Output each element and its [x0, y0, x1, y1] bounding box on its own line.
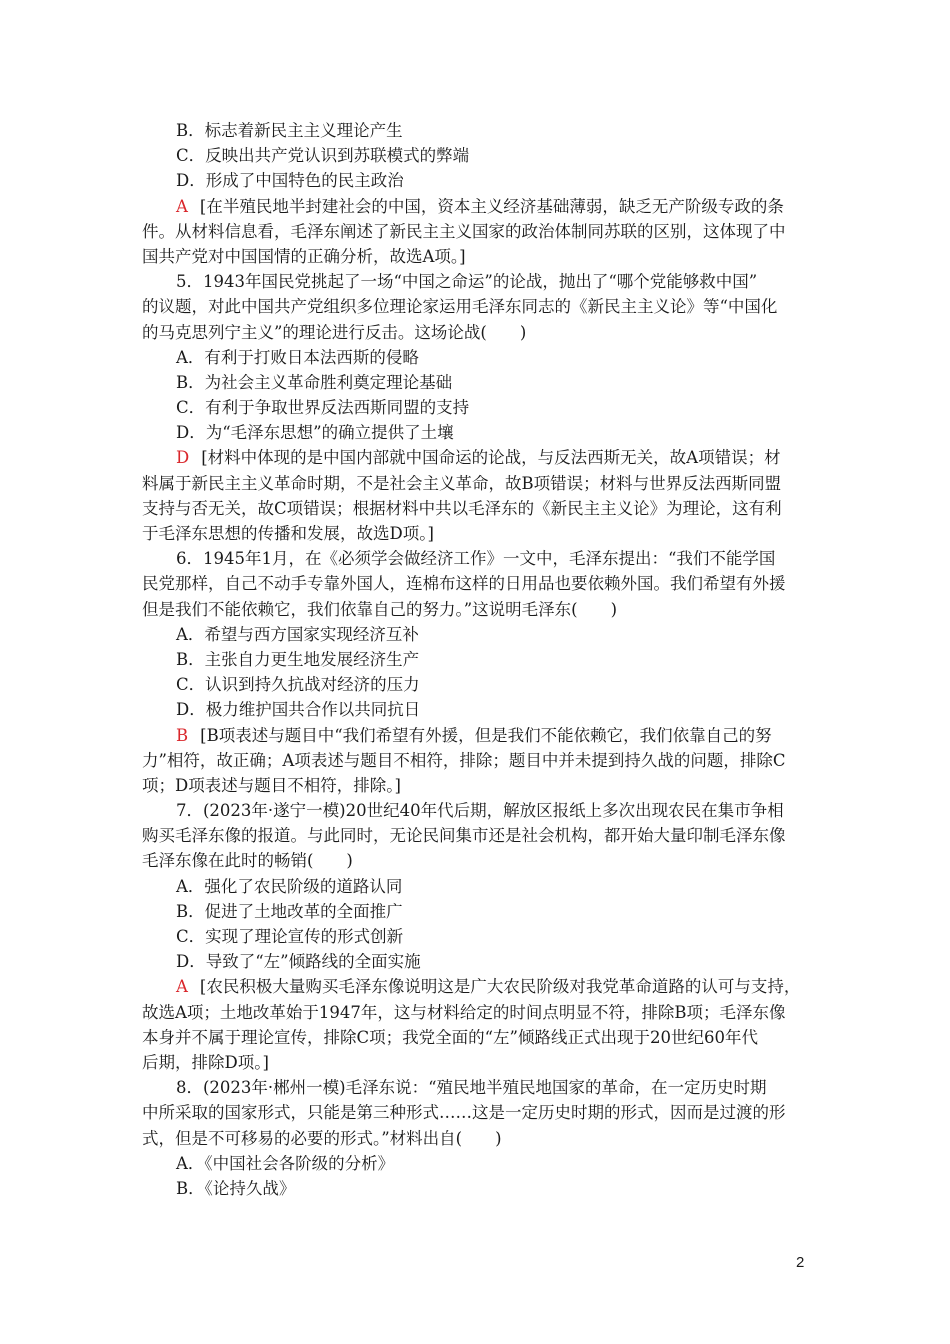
line-text: [材料中体现的是中国内部就中国命运的论战，与反法西斯无关，故A项错误；材	[201, 448, 781, 468]
line-text: 7．(2023年·遂宁一模)20世纪40年代后期，解放区报纸上多次出现农民在集市争相	[176, 801, 784, 821]
text-line	[142, 118, 808, 143]
answer-letter: D	[176, 448, 190, 468]
line-text: A．《中国社会各阶级的分析》	[176, 1153, 395, 1173]
text-line	[142, 773, 808, 798]
text-line	[142, 420, 808, 445]
text-line	[142, 143, 808, 168]
text-line	[142, 345, 808, 370]
text-line	[142, 798, 808, 823]
page-number: 2	[796, 1254, 805, 1271]
line-text: 6．1945年1月，在《必须学会做经济工作》一文中，毛泽东提出：“我们不能学国	[176, 549, 776, 569]
text-line	[142, 949, 808, 974]
text-line	[142, 622, 808, 647]
line-text: 民党那样，自己不动手专靠外国人，连棉布这样的日用品也要依赖外国。我们希望有外援	[142, 574, 786, 594]
text-line	[142, 269, 808, 294]
text-line	[142, 471, 808, 496]
line-text: [农民积极大量购买毛泽东像说明这是广大农民阶级对我党革命道路的认可与支持，	[199, 977, 801, 997]
line-text: 故选A项；土地改革始于1947年，这与材料给定的时间点明显不符，排除B项；毛泽东像	[142, 1002, 786, 1022]
line-text: B．《论持久战》	[176, 1178, 296, 1198]
line-text: D．形成了中国特色的民主政治	[176, 171, 404, 191]
text-line	[142, 370, 808, 395]
text-line	[142, 748, 808, 773]
answer-letter: B	[176, 725, 189, 745]
line-text: 件。从材料信息看，毛泽东阐述了新民主主义国家的政治体制同苏联的区别，这体现了中	[142, 221, 786, 241]
text-line	[142, 1050, 808, 1075]
text-line	[142, 723, 808, 748]
text-line	[142, 899, 808, 924]
line-text: C．实现了理论宣传的形式创新	[176, 927, 404, 946]
line-text: 式，但是不可移易的必要的形式。”材料出自( )	[142, 1128, 502, 1148]
text-line	[142, 546, 808, 571]
text-line	[142, 848, 808, 873]
line-text: B．为社会主义革命胜利奠定理论基础	[176, 372, 453, 392]
text-line	[142, 395, 808, 420]
line-text: A．强化了农民阶级的道路认同	[176, 876, 403, 896]
text-line	[142, 1100, 808, 1125]
line-text: C．有利于争取世界反法西斯同盟的支持	[176, 398, 470, 418]
line-text: 的马克思列宁主义”的理论进行反击。这场论战( )	[142, 322, 527, 342]
text-line	[142, 496, 808, 521]
text-line	[142, 521, 808, 546]
line-text: 料属于新民主主义革命时期，不是社会主义革命，故B项错误；材料与世界反法西斯同盟	[142, 473, 782, 493]
line-text: D．为“毛泽东思想”的确立提供了土壤	[176, 423, 454, 443]
line-text: 8．(2023年·郴州一模)毛泽东说：“殖民地半殖民地国家的革命，在一定历史时期	[176, 1078, 767, 1098]
text-line	[142, 1176, 808, 1201]
line-text: 5．1943年国民党挑起了一场“中国之命运”的论战，抛出了“哪个党能够救中国”	[176, 272, 758, 292]
line-text: D．导致了“左”倾路线的全面实施	[176, 952, 421, 972]
line-text: 毛泽东像在此时的畅销( )	[142, 851, 353, 871]
line-text: 但是我们不能依赖它，我们依靠自己的努力。”这说明毛泽东( )	[142, 599, 618, 619]
line-text: [B项表述与题目中“我们希望有外援，但是我们不能依赖它，我们依靠自己的努	[200, 725, 772, 745]
line-text: [在半殖民地半封建社会的中国，资本主义经济基础薄弱，缺乏无产阶级专政的条	[199, 196, 784, 216]
line-text: C．反映出共产党认识到苏联模式的弊端	[176, 146, 470, 166]
text-line	[142, 168, 808, 193]
line-text: 项；D项表述与题目不相符，排除。]	[142, 775, 401, 795]
text-line	[142, 1025, 808, 1050]
text-line	[142, 647, 808, 672]
line-text: D．极力维护国共合作以共同抗日	[176, 700, 421, 720]
line-text: 支持与否无关，故C项错误；根据材料中共以毛泽东的《新民主主义论》为理论，这有利	[142, 498, 782, 518]
text-line	[142, 219, 808, 244]
text-line	[142, 294, 808, 319]
text-line	[142, 1075, 808, 1100]
line-text: 后期，排除D项。]	[142, 1052, 269, 1072]
line-text: 中所采取的国家形式，只能是第三种形式……这是一定历史时期的形式，因而是过渡的形	[142, 1103, 786, 1123]
document-body	[142, 118, 808, 1201]
text-line	[142, 924, 808, 949]
text-line	[142, 320, 808, 345]
line-text: 国共产党对中国国情的正确分析，故选A项。]	[142, 246, 466, 266]
text-line	[142, 1000, 808, 1025]
line-text: B．标志着新民主主义理论产生	[176, 121, 403, 140]
text-line	[142, 823, 808, 848]
text-line	[142, 1151, 808, 1176]
text-line	[142, 244, 808, 269]
text-line	[142, 697, 808, 722]
line-text: 的议题，对此中国共产党组织多位理论家运用毛泽东同志的《新民主主义论》等“中国化	[142, 297, 778, 317]
text-line	[142, 1126, 808, 1151]
line-text: A．希望与西方国家实现经济互补	[176, 624, 419, 644]
line-text: 购买毛泽东像的报道。与此同时，无论民间集市还是社会机构，都开始大量印制毛泽东像	[142, 826, 786, 846]
text-line	[142, 672, 808, 697]
text-line	[142, 597, 808, 622]
answer-letter: A	[176, 196, 188, 216]
line-text: B．促进了土地改革的全面推广	[176, 901, 403, 921]
text-line	[142, 194, 808, 219]
line-text: B．主张自力更生地发展经济生产	[176, 649, 420, 669]
line-text: A．有利于打败日本法西斯的侵略	[176, 347, 419, 367]
answer-letter: A	[176, 977, 188, 997]
line-text: 本身并不属于理论宣传，排除C项；我党全面的“左”倾路线正式出现于20世纪60年代	[142, 1027, 758, 1047]
line-text: C．认识到持久抗战对经济的压力	[176, 675, 420, 695]
text-line	[142, 874, 808, 899]
text-line	[142, 445, 808, 470]
text-line	[142, 974, 808, 999]
text-line	[142, 571, 808, 596]
line-text: 力”相符，故正确；A项表述与题目不相符，排除；题目中并未提到持久战的问题，排除C	[142, 750, 786, 770]
line-text: 于毛泽东思想的传播和发展，故选D项。]	[142, 524, 434, 543]
